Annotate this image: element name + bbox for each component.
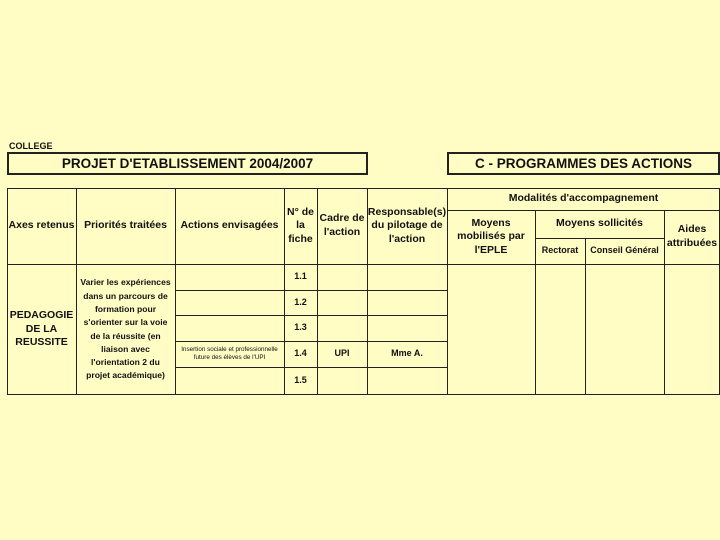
fiche-number: 1.5 xyxy=(294,375,307,386)
fiche-number: 1.3 xyxy=(294,322,307,333)
header-axes: Axes retenus xyxy=(8,219,75,232)
action-value: Insertion sociale et professionnelle future des élèves de l'UPI xyxy=(181,346,278,361)
college-label: COLLEGE xyxy=(9,141,53,151)
header-moyens-sollicites: Moyens sollicités xyxy=(556,217,643,230)
header-modalites: Modalités d'accompagnement xyxy=(508,192,659,205)
actions-table xyxy=(7,188,720,395)
header-actions: Actions envisagées xyxy=(180,219,279,232)
cadre-value: UPI xyxy=(334,348,350,359)
header-rectorat: Rectorat xyxy=(541,245,579,256)
header-aides: Aides attribuées xyxy=(666,223,718,249)
fiche-number: 1.4 xyxy=(294,348,307,359)
axe-value: PEDAGOGIE DE LA REUSSITE xyxy=(9,309,74,349)
header-cadre: Cadre de l'action xyxy=(319,212,365,238)
header-responsable: Responsable(s) du pilotage de l'action xyxy=(367,205,447,245)
header-priorites: Priorités traitées xyxy=(84,219,167,232)
header-moyens-mobilises: Moyens mobilisés par l'EPLE xyxy=(457,216,525,256)
header-conseil-general: Conseil Général xyxy=(590,245,659,256)
section-title: C - PROGRAMMES DES ACTIONS xyxy=(447,152,720,175)
fiche-number: 1.1 xyxy=(294,271,307,282)
fiche-number: 1.2 xyxy=(294,296,307,307)
header-num-fiche: N° de la fiche xyxy=(287,205,314,245)
project-title: PROJET D'ETABLISSEMENT 2004/2007 xyxy=(7,152,368,175)
priorite-value: Varier les expériences dans un parcours de formation pour s'orienter sur la voie de la réussite (en liaison avec l'orientation 2 du projet académique) xyxy=(80,277,171,381)
responsable-value: Mme A. xyxy=(391,348,423,359)
